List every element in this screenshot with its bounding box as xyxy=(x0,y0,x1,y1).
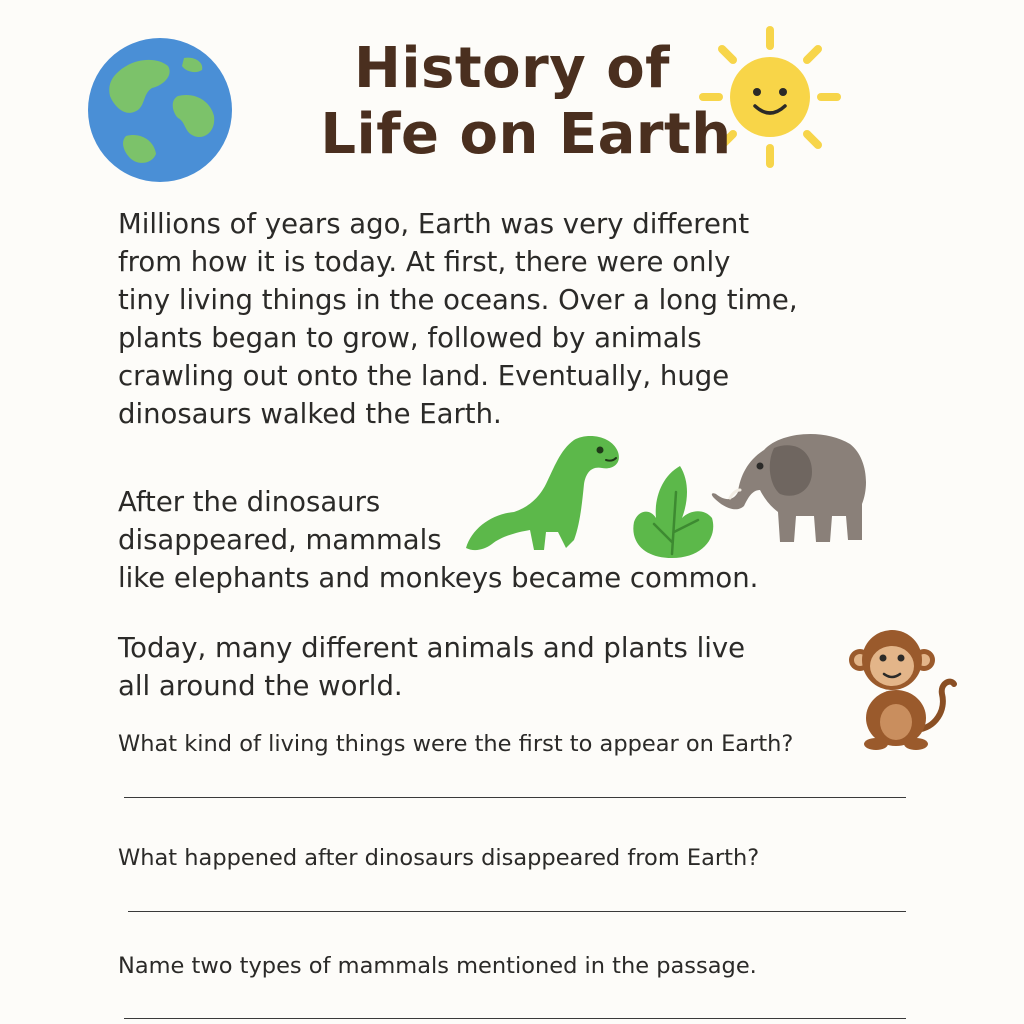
passage-line: Millions of years ago, Earth was very different xyxy=(118,208,750,240)
title-line-2: Life on Earth xyxy=(320,102,732,167)
green-dinosaur-icon xyxy=(462,428,630,556)
passage-line: from how it is today. At first, there were only xyxy=(118,246,731,278)
passage-line: like elephants and monkeys became common. xyxy=(118,562,759,594)
page-title xyxy=(0,36,1024,168)
answer-line-2[interactable] xyxy=(128,911,906,912)
elephant-icon xyxy=(704,420,872,548)
passage-line: dinosaurs walked the Earth. xyxy=(118,398,502,430)
passage-line: all around the world. xyxy=(118,670,403,702)
question-1: What kind of living things were the first to appear on Earth? xyxy=(118,731,794,757)
passage-line: plants began to grow, followed by animals xyxy=(118,322,702,354)
passage-paragraph-1 xyxy=(118,205,798,433)
passage-line: tiny living things in the oceans. Over a long time, xyxy=(118,284,798,316)
monkey-icon xyxy=(846,622,958,750)
passage-line: disappeared, mammals xyxy=(118,524,442,556)
answer-line-1[interactable] xyxy=(124,797,906,798)
passage-line: After the dinosaurs xyxy=(118,486,381,518)
passage-paragraph-3 xyxy=(118,629,745,705)
question-2: What happened after dinosaurs disappeared from Earth? xyxy=(118,845,760,871)
title-line-1: History of xyxy=(353,36,671,101)
passage-line: crawling out onto the land. Eventually, huge xyxy=(118,360,730,392)
answer-line-3[interactable] xyxy=(124,1018,906,1019)
question-3: Name two types of mammals mentioned in the passage. xyxy=(118,953,757,979)
passage-line: Today, many different animals and plants live xyxy=(118,632,746,664)
